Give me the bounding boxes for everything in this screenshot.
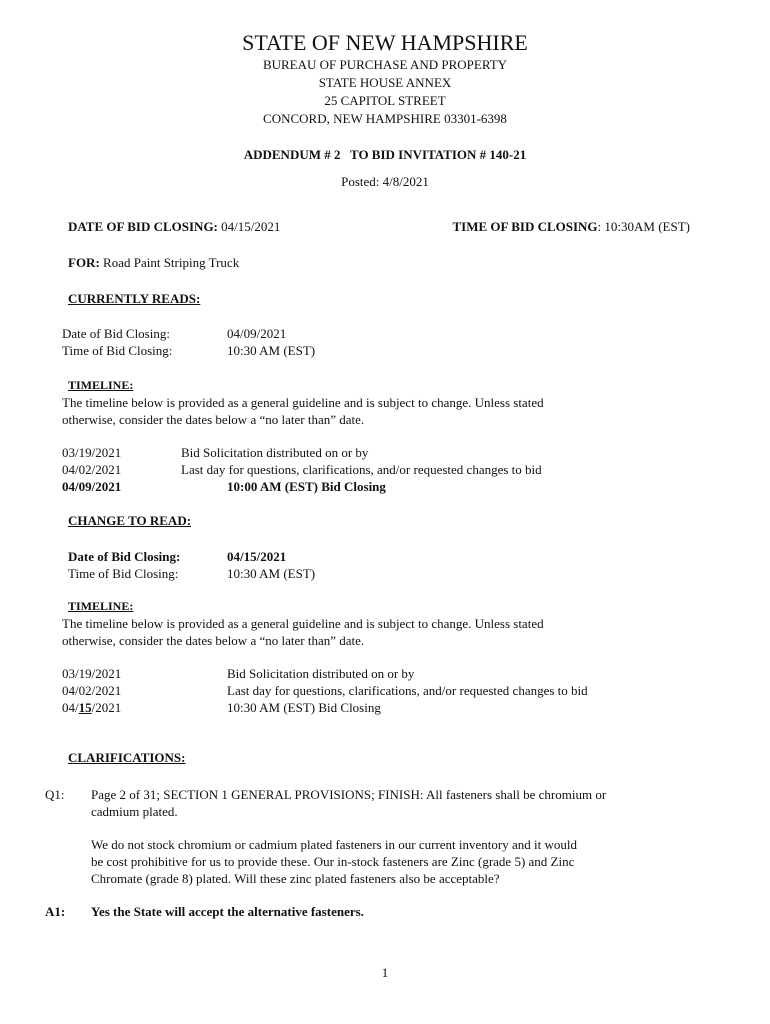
street-address: 25 CAPITOL STREET <box>324 93 446 108</box>
new-timeline-text-2: otherwise, consider the dates below a “no later than” date. <box>62 633 365 648</box>
new-row-date: 04/02/2021 <box>62 683 122 698</box>
question-text-line: cadmium plated. <box>91 804 178 819</box>
answer-label: A1: <box>45 904 66 919</box>
bid-closing-date-label: DATE OF BID CLOSING: <box>68 219 218 234</box>
current-row-date: 04/09/2021 <box>62 479 122 494</box>
for-label: FOR: <box>68 255 100 270</box>
currently-reads-heading: CURRENTLY READS: <box>68 291 201 306</box>
annex-name: STATE HOUSE ANNEX <box>318 75 452 90</box>
new-row-date-suffix: /2021 <box>91 700 122 715</box>
bid-closing-time-value: : 10:30AM (EST) <box>597 219 690 234</box>
current-timeline-text-2: otherwise, consider the dates below a “no later than” date. <box>62 412 365 427</box>
new-timeline-heading: TIMELINE: <box>68 599 134 613</box>
question-detail-line: be cost prohibitive for us to provide these. Our in-stock fasteners are Zinc (grade 5) and Zinc <box>91 854 575 869</box>
new-time-label: Time of Bid Closing: <box>68 566 179 581</box>
question-text-line: Page 2 of 31; SECTION 1 GENERAL PROVISIONS; FINISH: All fasteners shall be chromium or <box>91 787 607 802</box>
current-time-value: 10:30 AM (EST) <box>227 343 316 358</box>
current-row-date: 03/19/2021 <box>62 445 122 460</box>
page-title: STATE OF NEW HAMPSHIRE <box>242 30 528 55</box>
current-time-label: Time of Bid Closing: <box>62 343 173 358</box>
posted-date: Posted: 4/8/2021 <box>341 174 429 189</box>
change-to-read-heading: CHANGE TO READ: <box>68 513 192 528</box>
question-detail-line: We do not stock chromium or cadmium plated fasteners in our current inventory and it would <box>91 837 577 852</box>
bid-closing-date <box>68 219 280 235</box>
city-address: CONCORD, NEW HAMPSHIRE 03301-6398 <box>263 111 507 126</box>
new-row-desc: Last day for questions, clarifications, and/or requested changes to bid <box>227 683 588 698</box>
question-detail-line: Chromate (grade 8) plated. Will these zinc plated fasteners also be acceptable? <box>91 871 500 886</box>
new-row-date <box>62 699 121 716</box>
current-timeline-heading: TIMELINE: <box>68 378 134 392</box>
current-date-value: 04/09/2021 <box>227 326 287 341</box>
current-row-desc: 10:00 AM (EST) Bid Closing <box>227 479 386 494</box>
new-date-label: Date of Bid Closing: <box>68 549 181 564</box>
new-row-desc: 10:30 AM (EST) Bid Closing <box>227 700 381 715</box>
bureau-name: BUREAU OF PURCHASE AND PROPERTY <box>262 57 508 72</box>
answer-text: Yes the State will accept the alternative fasteners. <box>91 904 364 919</box>
new-row-date-prefix: 04/ <box>62 700 79 715</box>
new-row-desc: Bid Solicitation distributed on or by <box>227 666 415 681</box>
page-number: 1 <box>381 965 389 980</box>
clarifications-heading: CLARIFICATIONS: <box>68 750 186 765</box>
new-timeline-text-1: The timeline below is provided as a general guideline and is subject to change. Unless stated <box>62 616 544 631</box>
bid-closing-time <box>452 219 690 235</box>
question-label: Q1: <box>45 787 65 802</box>
new-time-value: 10:30 AM (EST) <box>227 566 316 581</box>
addendum-title: ADDENDUM # 2 TO BID INVITATION # 140-21 <box>243 147 527 162</box>
current-row-desc: Last day for questions, clarifications, and/or requested changes to bid <box>181 462 542 477</box>
current-date-label: Date of Bid Closing: <box>62 326 170 341</box>
for-line <box>68 255 239 271</box>
for-value: Road Paint Striping Truck <box>99 255 240 270</box>
current-timeline-text-1: The timeline below is provided as a general guideline and is subject to change. Unless stated <box>62 395 544 410</box>
current-row-date: 04/02/2021 <box>62 462 122 477</box>
current-row-desc: Bid Solicitation distributed on or by <box>181 445 369 460</box>
bid-closing-time-label: TIME OF BID CLOSING <box>452 219 598 234</box>
bid-closing-date-value: 04/15/2021 <box>221 219 281 234</box>
new-row-date: 03/19/2021 <box>62 666 122 681</box>
new-row-date-emphasis: 15 <box>78 700 92 715</box>
new-date-value: 04/15/2021 <box>227 549 287 564</box>
